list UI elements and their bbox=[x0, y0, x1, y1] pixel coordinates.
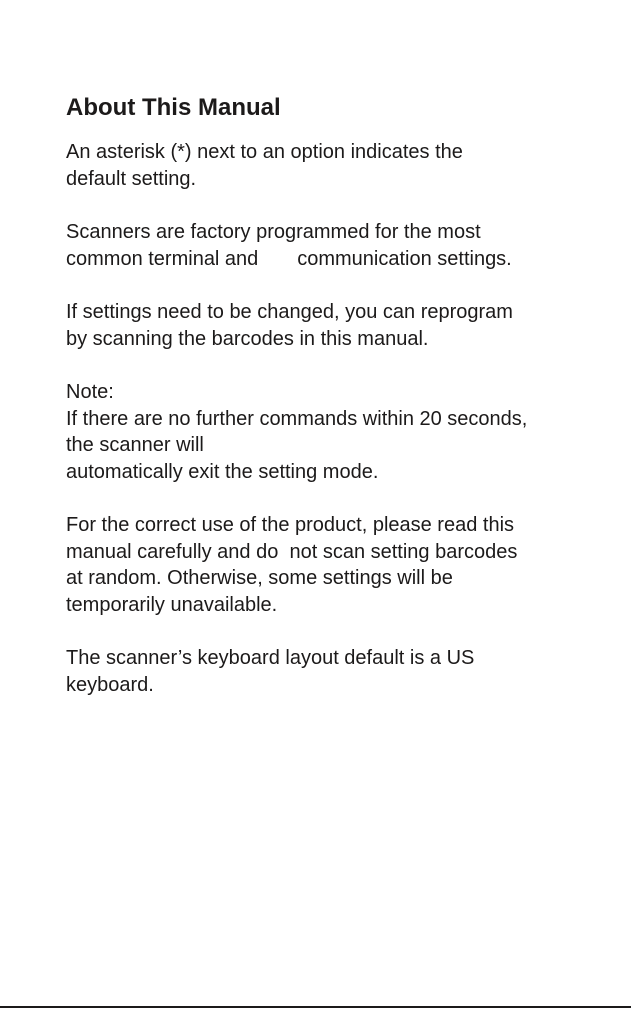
text-line: at random. Otherwise, some settings will be bbox=[66, 567, 453, 589]
text-line: An asterisk (*) next to an option indicates the bbox=[66, 141, 463, 163]
text-line: the scanner will bbox=[66, 434, 204, 456]
paragraph-keyboard-layout bbox=[66, 645, 474, 698]
paragraph-default-setting bbox=[66, 139, 463, 192]
text-line: common terminal and communication settings. bbox=[66, 247, 512, 270]
text-line: keyboard. bbox=[66, 673, 154, 696]
text-line: manual carefully and do not scan setting barcodes bbox=[66, 540, 518, 563]
text-line: automatically exit the setting mode. bbox=[66, 460, 379, 483]
text-line: If there are no further commands within 20 seconds, bbox=[66, 407, 528, 430]
text-line: For the correct use of the product, please read this bbox=[66, 514, 515, 536]
page-title: About This Manual bbox=[66, 94, 281, 121]
paragraph-reprogram bbox=[66, 299, 513, 352]
text-line: The scanner’s keyboard layout default is a US bbox=[66, 647, 475, 669]
note-label: Note: bbox=[66, 381, 114, 403]
text-line: by scanning the barcodes in this manual. bbox=[66, 327, 429, 350]
paragraph-correct-use bbox=[66, 512, 517, 618]
bottom-divider bbox=[0, 1006, 631, 1008]
text-line: Scanners are factory programmed for the most bbox=[66, 221, 481, 243]
text-line: temporarily unavailable. bbox=[66, 593, 278, 616]
paragraph-factory-programmed bbox=[66, 219, 512, 272]
paragraph-note bbox=[66, 379, 527, 485]
text-line: default setting. bbox=[66, 167, 197, 190]
text-line: If settings need to be changed, you can reprogram bbox=[66, 301, 513, 323]
